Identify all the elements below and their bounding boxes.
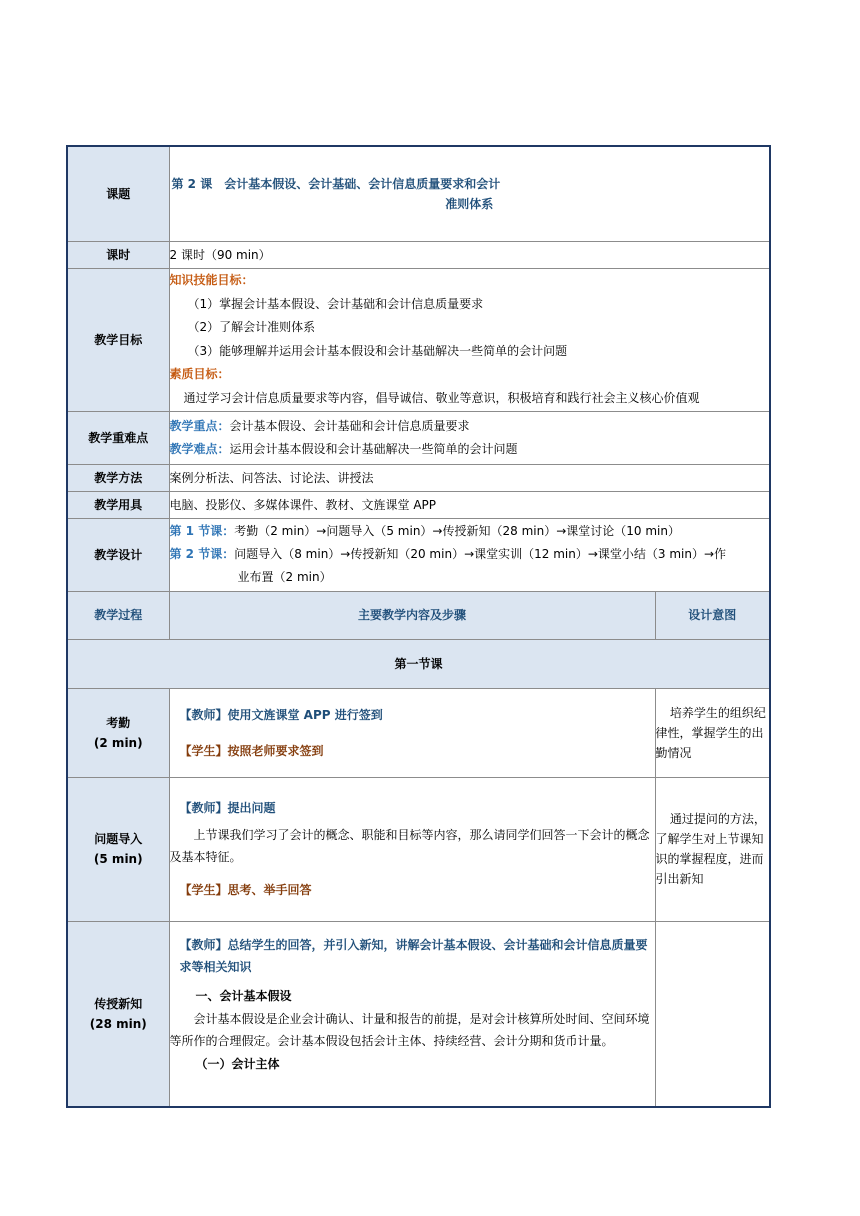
stage-name: 问题导入 <box>94 832 143 846</box>
teacher-step: 【教师】总结学生的回答，并引入新知，讲解会计基本假设、会计基础和会计信息质量要求等相关知识 <box>179 937 648 974</box>
lesson1-heading: 第 1 节课： <box>169 524 235 538</box>
skill-goal-item: （2）了解会计准则体系 <box>187 320 316 334</box>
student-step: 【学生】按照老师要求签到 <box>179 743 324 758</box>
header-process: 教学过程 <box>67 591 169 639</box>
goals-label: 教学目标 <box>67 268 169 411</box>
hours-value: 2 课时（90 min） <box>169 241 770 268</box>
design-intent: 通过提问的方法，了解学生对上节课知识的掌握程度，进而引出新知 <box>655 812 766 886</box>
design-label: 教学设计 <box>67 518 169 591</box>
focus-text: 会计基本假设、会计基础和会计信息质量要求 <box>229 418 470 433</box>
skill-goals-heading: 知识技能目标： <box>169 273 254 287</box>
stage-new-knowledge <box>67 921 169 1107</box>
lesson-plan-table <box>66 145 771 1108</box>
stage-question <box>67 777 169 921</box>
skill-goal-item: （3）能够理解并运用会计基本假设和会计基础解决一些简单的会计问题 <box>187 343 568 358</box>
stage-question-content <box>169 777 655 921</box>
lesson-title-line2: 准则体系 <box>445 196 494 211</box>
skill-goal-item: （1）掌握会计基本假设、会计基础和会计信息质量要求 <box>187 296 484 311</box>
student-step: 【学生】思考、举手回答 <box>179 883 312 897</box>
hours-label: 课时 <box>67 241 169 268</box>
stage-name: 传授新知 <box>94 996 143 1011</box>
subsection-heading: （一）会计主体 <box>195 1056 280 1071</box>
assumption-text: 会计基本假设是企业会计确认、计量和报告的前提，是对会计核算所处时间、空间环境等所作的合理假定。会计基本假设包括会计主体、持续经营、会计分期和货币计量。 <box>169 1011 650 1048</box>
stage-time: (5 min) <box>93 852 143 866</box>
keypoints-label: 教学重难点 <box>67 411 169 464</box>
difficulty-heading: 教学难点： <box>169 441 230 456</box>
section-heading: 一、会计基本假设 <box>195 988 292 1003</box>
stage-new-knowledge-intent <box>655 921 770 1107</box>
focus-heading: 教学重点： <box>169 418 230 433</box>
stage-attendance-intent <box>655 688 770 777</box>
question-text: 上节课我们学习了会计的概念、职能和目标等内容，那么请同学们回答一下会计的概念及基本特征。 <box>169 828 650 864</box>
methods-label: 教学方法 <box>67 464 169 491</box>
difficulty-text: 运用会计基本假设和会计基础解决一些简单的会计问题 <box>229 441 518 456</box>
stage-attendance-content <box>169 688 655 777</box>
header-content: 主要教学内容及步骤 <box>169 591 655 639</box>
lesson2-flow-cont: 业布置（2 min） <box>237 570 332 584</box>
lesson2-flow: 问题导入（8 min）→传授新知（20 min）→课堂实训（12 min）→课堂小结（3 min）→作 <box>234 547 727 561</box>
design-content <box>169 518 770 591</box>
stage-question-intent <box>655 777 770 921</box>
teacher-step: 【教师】使用文旌课堂 APP 进行签到 <box>179 707 383 722</box>
header-intent: 设计意图 <box>655 591 770 639</box>
keypoints-content <box>169 411 770 464</box>
stage-new-knowledge-content <box>169 921 655 1107</box>
lesson-title <box>169 146 770 241</box>
quality-goals-heading: 素质目标： <box>169 367 230 381</box>
stage-time: (28 min) <box>89 1016 147 1031</box>
stage-attendance <box>67 688 169 777</box>
teacher-step: 【教师】提出问题 <box>179 801 276 815</box>
goals-content <box>169 268 770 411</box>
tools-value: 电脑、投影仪、多媒体课件、教材、文旌课堂 APP <box>169 491 770 518</box>
methods-value: 案例分析法、问答法、讨论法、讲授法 <box>169 464 770 491</box>
section-lesson1: 第一节课 <box>67 639 770 688</box>
lesson-title-line1: 第 2 课 会计基本假设、会计基础、会计信息质量要求和会计 <box>171 176 501 191</box>
tools-label: 教学用具 <box>67 491 169 518</box>
lesson1-flow: 考勤（2 min）→问题导入（5 min）→传授新知（28 min）→课堂讨论（10 min） <box>234 524 680 538</box>
design-intent: 培养学生的组织纪律性，掌握学生的出勤情况 <box>655 705 766 760</box>
lesson2-heading: 第 2 节课： <box>169 547 235 561</box>
stage-name: 考勤 <box>106 715 131 730</box>
stage-time: (2 min) <box>93 735 143 750</box>
topic-label: 课题 <box>67 146 169 241</box>
quality-goal-text: 通过学习会计信息质量要求等内容，倡导诚信、敬业等意识，积极培育和践行社会主义核心价值观 <box>183 390 700 405</box>
